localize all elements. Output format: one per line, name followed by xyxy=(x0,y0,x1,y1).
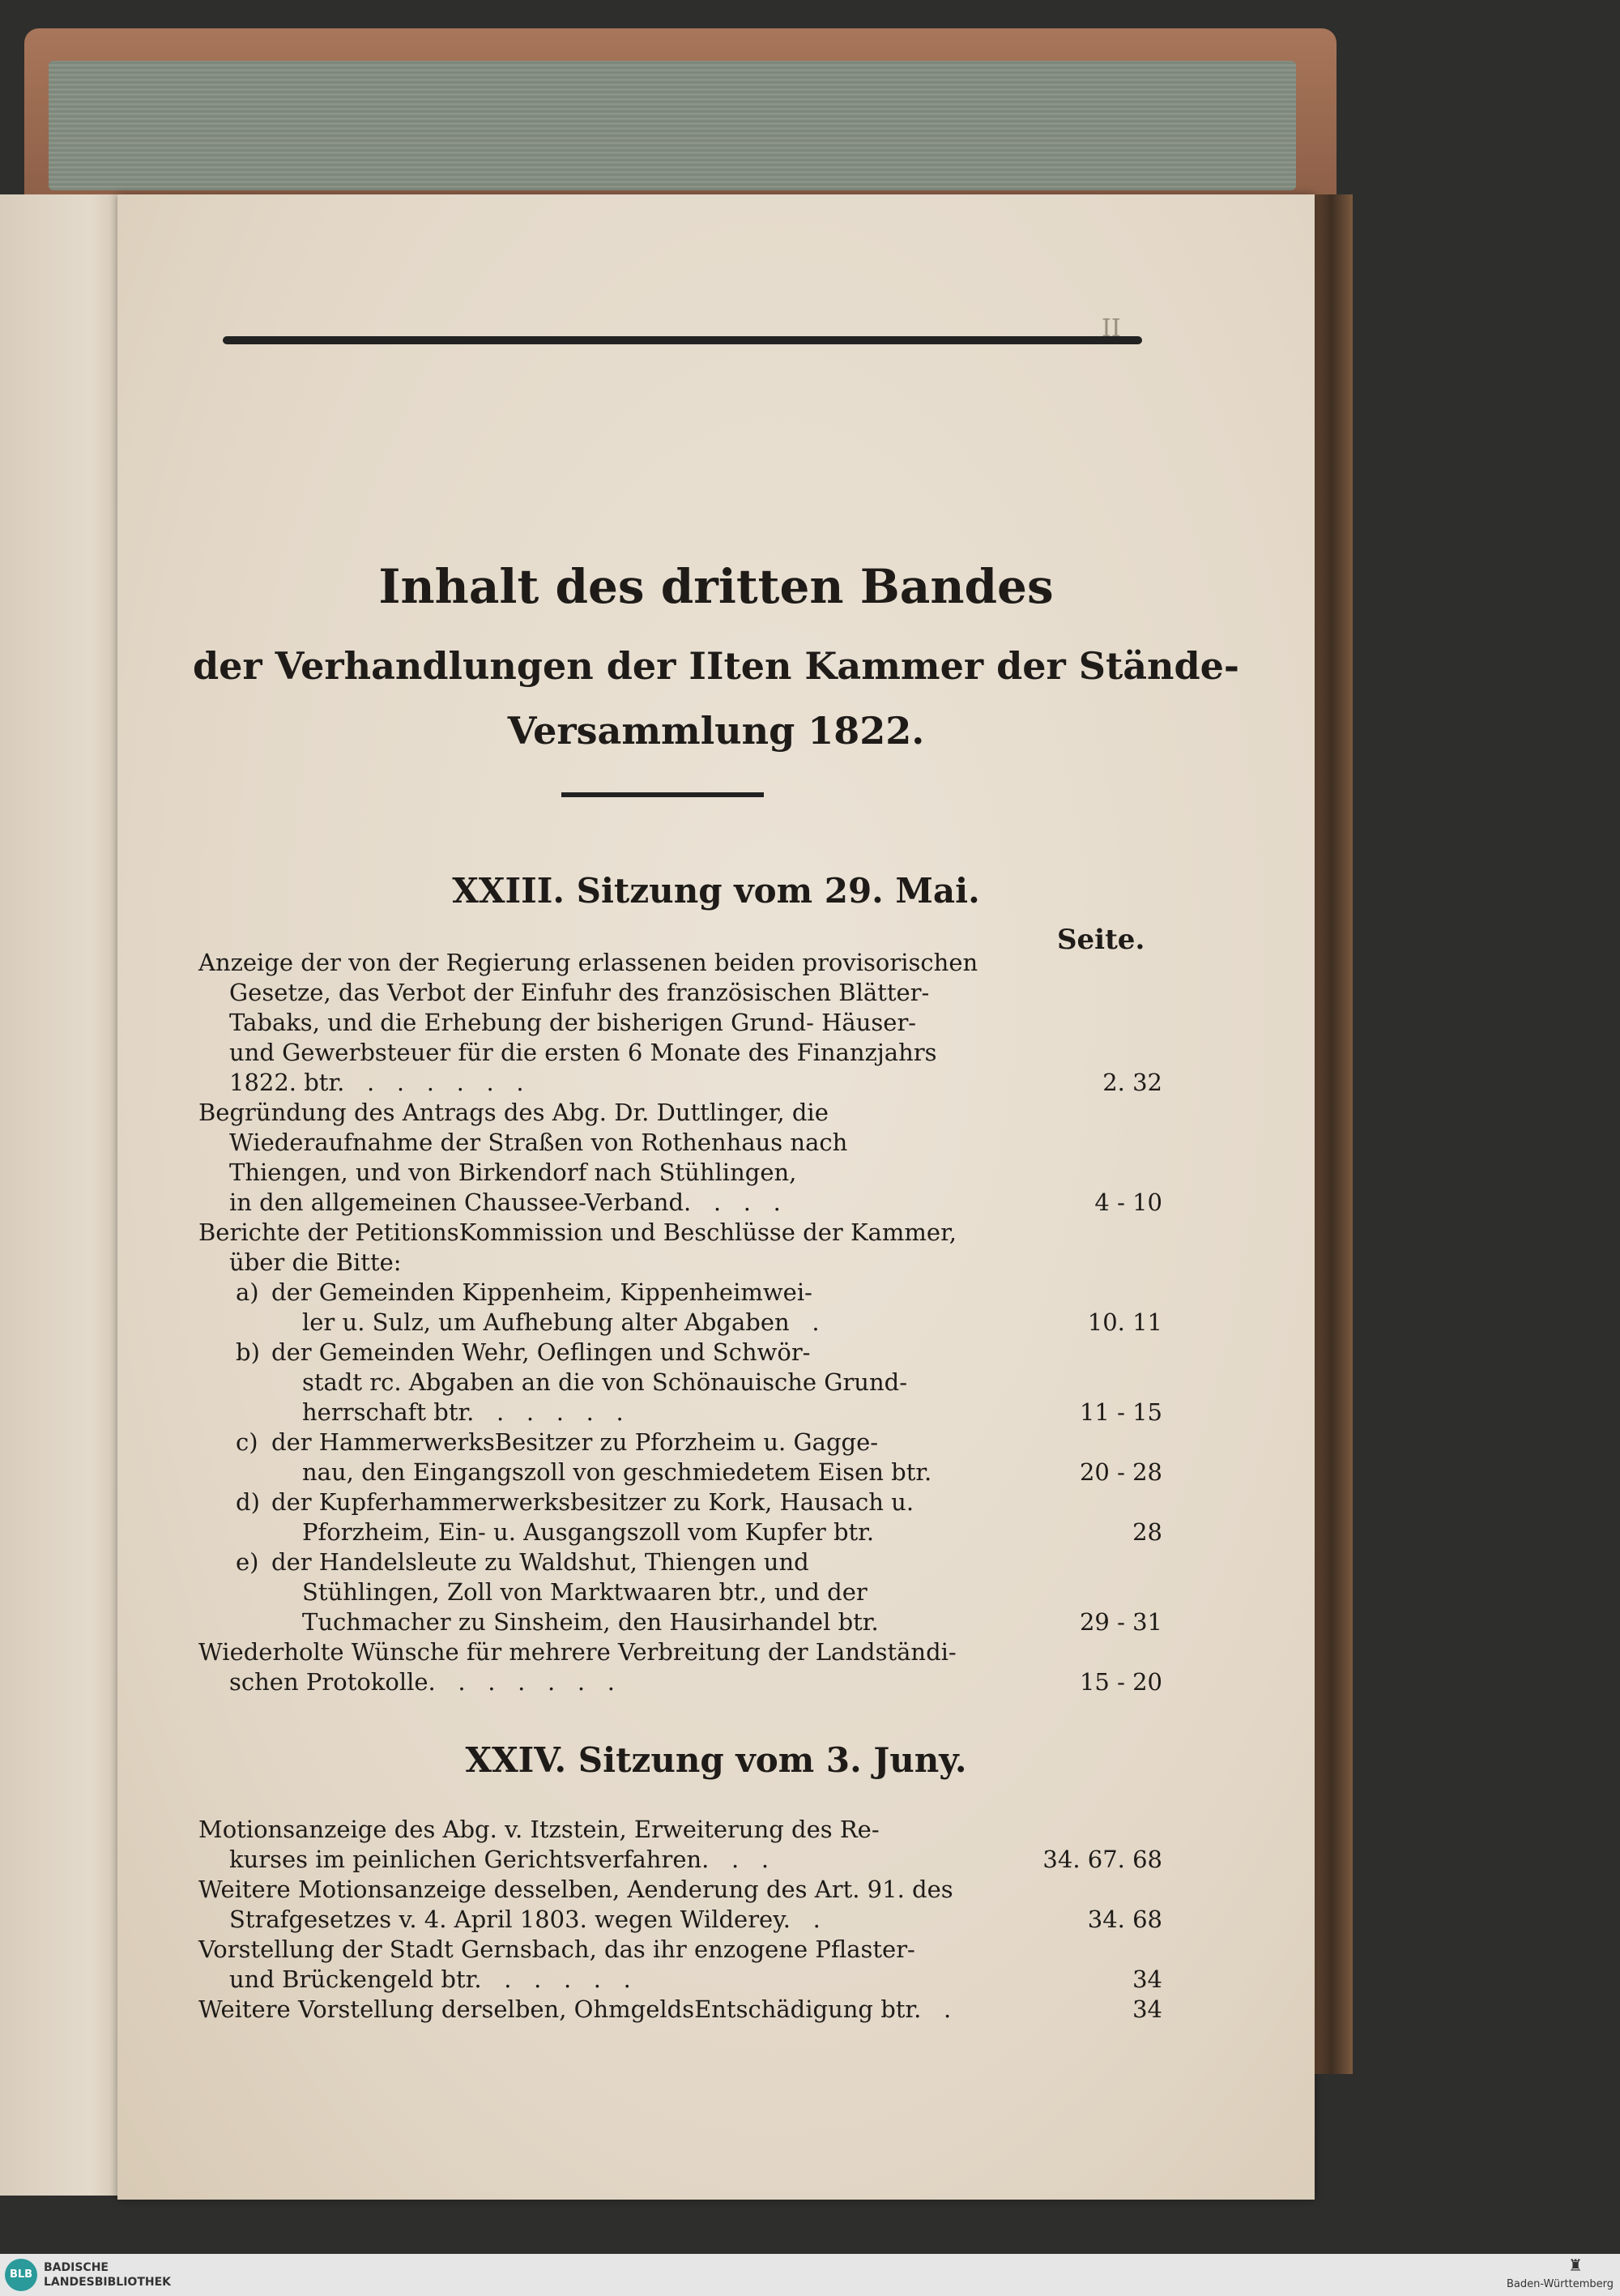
toc-entry-line: Weitere Vorstellung derselben, OhmgeldsEntschädigung btr. . xyxy=(198,1995,952,2023)
toc-entry-line: Stühlingen, Zoll von Marktwaaren btr., und der xyxy=(302,1578,868,1606)
toc-entry-line: Motionsanzeige des Abg. v. Itzstein, Erweiterung des Re- xyxy=(198,1816,880,1843)
toc-entry-line: Tuchmacher zu Sinsheim, den Hausirhandel btr. xyxy=(302,1608,879,1636)
toc-entry-line: nau, den Eingangszoll von geschmiedetem Eisen btr. xyxy=(302,1458,932,1486)
toc-entry-line: Tabaks, und die Erhebung der bisherigen Grund- Häuser- xyxy=(229,1009,917,1036)
toc-entry-line: Strafgesetzes v. 4. April 1803. wegen Wilderey. . xyxy=(229,1906,821,1933)
toc-entry-line: der Kupferhammerwerksbesitzer zu Kork, Hausach u. xyxy=(271,1488,914,1516)
toc-entry xyxy=(198,1875,1089,1935)
toc-entry xyxy=(198,1637,1089,1697)
toc-entry-line: Anzeige der von der Regierung erlassenen beiden provisorischen xyxy=(198,949,978,976)
library-name xyxy=(44,2260,171,2290)
toc-entry-line: der HammerwerksBesitzer zu Pforzheim u. Gagge- xyxy=(271,1428,879,1456)
toc-entry-marker: c) xyxy=(236,1428,258,1456)
toc-entry xyxy=(236,1428,1089,1487)
toc-entry-line: und Gewerbsteuer für die ersten 6 Monate des Finanzjahrs xyxy=(229,1039,937,1066)
toc-entry-line: der Handelsleute zu Waldshut, Thiengen und xyxy=(271,1548,809,1576)
library-name-line-2: LANDESBIBLIOTHEK xyxy=(44,2276,172,2289)
toc-entry xyxy=(236,1547,1089,1637)
toc-entry-pages: 34 xyxy=(1132,1995,1162,2023)
title-line-3: Versammlung 1822. xyxy=(507,709,925,753)
toc-entry-line: und Brückengeld btr. . . . . . xyxy=(229,1965,631,1993)
toc-entry-pages: 15 - 20 xyxy=(1079,1668,1162,1696)
toc-entry-marker: e) xyxy=(236,1548,259,1576)
toc-entry xyxy=(198,1935,1089,1995)
toc-entry xyxy=(236,1338,1089,1428)
toc-entry-pages: 10. 11 xyxy=(1087,1308,1162,1336)
toc-entry-line: herrschaft btr. . . . . . xyxy=(302,1398,624,1426)
toc-entry xyxy=(198,1815,1089,1875)
toc-entry-line: 1822. btr. . . . . . . xyxy=(229,1069,524,1096)
toc-entry-marker: b) xyxy=(236,1338,260,1366)
partner-name: Baden-Württemberg xyxy=(1507,2278,1614,2290)
title-line-1: Inhalt des dritten Bandes xyxy=(378,559,1054,614)
toc-entry-pages: 34. 68 xyxy=(1087,1906,1162,1933)
toc-entry xyxy=(198,1098,1089,1218)
toc-entry-line: Berichte der PetitionsKommission und Beschlüsse der Kammer, xyxy=(198,1218,957,1246)
toc-entry-line: Thiengen, und von Birkendorf nach Stühlingen, xyxy=(229,1159,797,1186)
header-rule xyxy=(223,336,1142,344)
toc-entry-line: schen Protokolle. . . . . . . xyxy=(229,1668,616,1696)
footer-bar xyxy=(0,2254,1620,2296)
toc-entry-line: Wiederholte Wünsche für mehrere Verbreitung der Landständi- xyxy=(198,1638,957,1666)
toc-entry xyxy=(198,948,1089,1098)
page-number: II xyxy=(1102,314,1121,343)
title-line-2: der Verhandlungen der IIten Kammer der Stände- xyxy=(192,644,1240,688)
toc-entry-line: der Gemeinden Kippenheim, Kippenheimwei- xyxy=(271,1278,812,1306)
toc-entry-line: Vorstellung der Stadt Gernsbach, das ihr enzogene Pflaster- xyxy=(198,1935,915,1963)
toc-entry xyxy=(236,1487,1089,1547)
toc-entry-line: Weitere Motionsanzeige desselben, Aenderung des Art. 91. des xyxy=(198,1876,953,1903)
title-rule xyxy=(561,792,764,797)
toc-entry-line: über die Bitte: xyxy=(229,1248,402,1276)
toc-entry-line: der Gemeinden Wehr, Oeflingen und Schwör- xyxy=(271,1338,811,1366)
toc-entry-line: ler u. Sulz, um Aufhebung alter Abgaben . xyxy=(302,1308,820,1336)
toc-entry-pages: 29 - 31 xyxy=(1079,1608,1162,1636)
toc-entry-line: Begründung des Antrags des Abg. Dr. Duttlinger, die xyxy=(198,1099,829,1126)
toc-entry-line: Pforzheim, Ein- u. Ausgangszoll vom Kupfer btr. xyxy=(302,1518,875,1546)
toc-entry-pages: 4 - 10 xyxy=(1094,1189,1162,1216)
toc-entry-line: Wiederaufnahme der Straßen von Rothenhaus nach xyxy=(229,1129,848,1156)
coat-of-arms-icon: ♜ xyxy=(1568,2255,1583,2275)
toc-entry xyxy=(236,1278,1089,1338)
toc-entry-pages: 11 - 15 xyxy=(1079,1398,1162,1426)
book-spine-side xyxy=(1311,194,1353,2074)
toc-entry-pages: 34 xyxy=(1132,1965,1162,1993)
left-page-edge xyxy=(0,194,131,2196)
toc-entry-line: stadt rc. Abgaben an die von Schönauische Grund- xyxy=(302,1368,908,1396)
book-page xyxy=(117,194,1315,2200)
toc-entry-pages: 28 xyxy=(1132,1518,1162,1546)
toc-entry xyxy=(198,1995,1089,2025)
toc-entry-line: Gesetze, das Verbot der Einfuhr des französischen Blätter- xyxy=(229,979,930,1006)
toc-entry xyxy=(198,1218,1089,1278)
session-heading: XXIV. Sitzung vom 3. Juny. xyxy=(465,1740,967,1780)
session-heading: XXIII. Sitzung vom 29. Mai. xyxy=(452,871,980,911)
toc-entry-line: kurses im peinlichen Gerichtsverfahren. . . xyxy=(229,1846,770,1873)
toc-entry-pages: 2. 32 xyxy=(1102,1069,1162,1096)
toc-entry-marker: a) xyxy=(236,1278,259,1306)
page-column-label: Seite. xyxy=(1057,924,1145,956)
book-page-edges xyxy=(49,61,1296,190)
library-logo-icon: BLB xyxy=(5,2259,37,2291)
toc-entry-pages: 20 - 28 xyxy=(1079,1458,1162,1486)
toc-entry-marker: d) xyxy=(236,1488,260,1516)
toc-entry-line: in den allgemeinen Chaussee-Verband. . . . xyxy=(229,1189,781,1216)
toc-entry-pages: 34. 67. 68 xyxy=(1042,1846,1162,1873)
library-name-line-1: BADISCHE xyxy=(44,2261,109,2274)
